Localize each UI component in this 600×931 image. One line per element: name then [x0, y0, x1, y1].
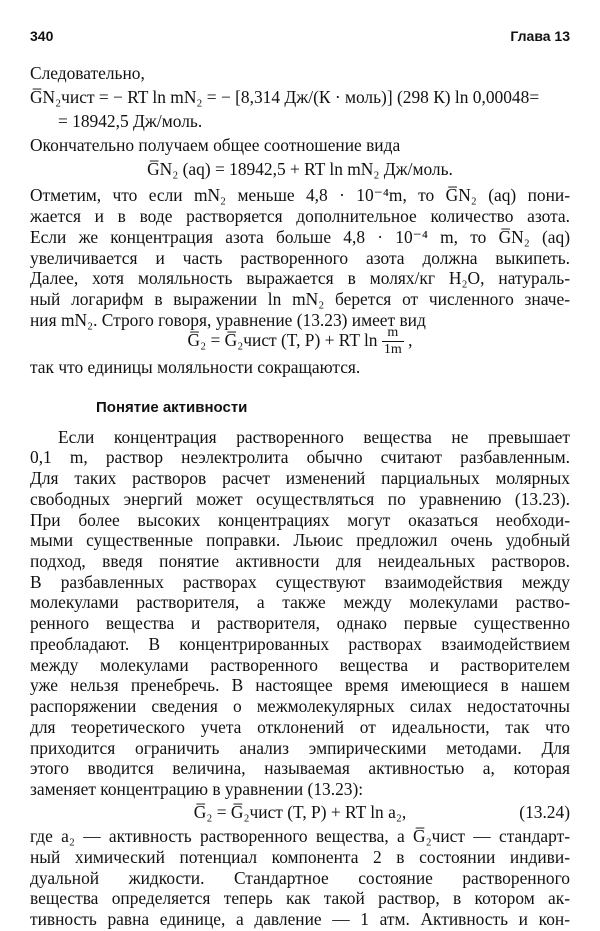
- equation: [30, 324, 570, 356]
- text-line: Если концентрация растворенного вещества не превышает: [58, 426, 570, 447]
- equation-tail: ,: [408, 329, 413, 350]
- text-line: распоряжении сведения о межмолекулярных силах недостаточны: [30, 696, 570, 717]
- text-line: Для таких растворов расчет изменений парциальных молярных: [30, 468, 570, 489]
- text-line: где a₂ — активность растворенного вещества, а G̅₂чист — стандарт-: [30, 826, 570, 847]
- text-line: тивность равна единице, а давление — 1 атм. Активность и кон-: [30, 909, 570, 929]
- section-heading: Понятие активности: [96, 399, 248, 417]
- equation-line: = 18942,5 Дж/моль.: [58, 111, 203, 132]
- text-line: между молекулами растворенного вещества и растворителем: [30, 654, 570, 675]
- text-line: При более высоких концентрациях могут оказаться необходи-: [30, 509, 570, 530]
- text-line: Если же концентрация азота больше 4,8 · 10⁻⁴ m, то G̅N₂ (aq): [30, 226, 570, 247]
- text-line: так что единицы моляльности сокращаются.: [30, 356, 361, 377]
- text-line: ный логарифм в выражении ln mN₂ берется от численного значе-: [30, 289, 570, 310]
- text-line: жается и в воде растворяется дополнительное количество азота.: [30, 206, 570, 227]
- text-line: приходится ограничить анализ эмпирическими методами. Для: [30, 737, 570, 758]
- page-header: [30, 28, 570, 48]
- text-line: этого вводится величина, называемая активностью a, которая: [30, 758, 570, 779]
- chapter-title: Глава 13: [510, 28, 570, 44]
- text-line: Отметим, что если mN₂ меньше 4,8 · 10⁻⁴m, то G̅N₂ (aq) пони-: [30, 185, 570, 206]
- text-line: подход, введя понятие активности для неидеальных растворов.: [30, 551, 570, 571]
- numbered-equation: [30, 801, 570, 823]
- text-line: мыми существенные поправки. Льюис предложил очень удобный: [30, 530, 570, 551]
- text-line: молекулами растворителя, а также между молекулами раство-: [30, 592, 570, 613]
- fraction-numerator: m: [382, 325, 404, 342]
- text-line: ния mN₂. Строго говоря, уравнение (13.23) имеет вид: [30, 309, 426, 330]
- fraction-denominator: 1m: [383, 342, 402, 358]
- text-line: 0,1 m, раствор неэлектролита обычно считают разбавленным.: [30, 447, 570, 468]
- text-line: Окончательно получаем общее соотношение вида: [30, 134, 401, 155]
- equation: G̅₂ = G̅₂чист (T, P) + RT ln a₂,: [193, 801, 407, 822]
- fraction: [382, 325, 404, 358]
- text-line: В разбавленных растворах существуют взаимодействия между: [30, 571, 570, 592]
- text-line: вещества определяется теперь как такой раствор, в котором ак-: [30, 888, 570, 909]
- text-line: Далее, хотя моляльность выражается в молях/кг H₂O, натураль-: [30, 268, 570, 289]
- text-line: ный химический потенциал компонента 2 в состоянии индиви-: [30, 846, 570, 867]
- text-line: уже нельзя пренебречь. В настоящее время имеющиеся в нашем: [30, 675, 570, 696]
- page-number: 340: [30, 28, 54, 44]
- text-line: для теоретического учета отклонений от идеальности, так что: [30, 716, 570, 737]
- text-line: преобладают. В концентрированных растворах взаимодействием: [30, 633, 570, 654]
- equation-line: G̅N₂чист = − RT ln mN₂ = − [8,314 Дж/(К · моль)] (298 К) ln 0,00048=: [30, 87, 540, 108]
- text-line: свободных энергий может осуществляться по уравнению (13.23).: [30, 488, 570, 509]
- text-line: дуальной жидкости. Стандартное состояние растворенного: [30, 867, 570, 888]
- text-line: заменяет концентрацию в уравнении (13.23):: [30, 778, 364, 799]
- text-line: ренного вещества и растворителя, однако первые существенно: [30, 613, 570, 634]
- equation-number: (13.24): [519, 801, 570, 822]
- equation: G̅N₂ (aq) = 18942,5 + RT ln mN₂ Дж/моль.: [147, 159, 453, 180]
- equation-left: G̅₂ = G̅₂чист (T, P) + RT ln: [187, 329, 378, 350]
- text-line: увеличивается и часть растворенного азота должна выкипеть.: [30, 247, 570, 268]
- text-line: Следовательно,: [30, 63, 145, 83]
